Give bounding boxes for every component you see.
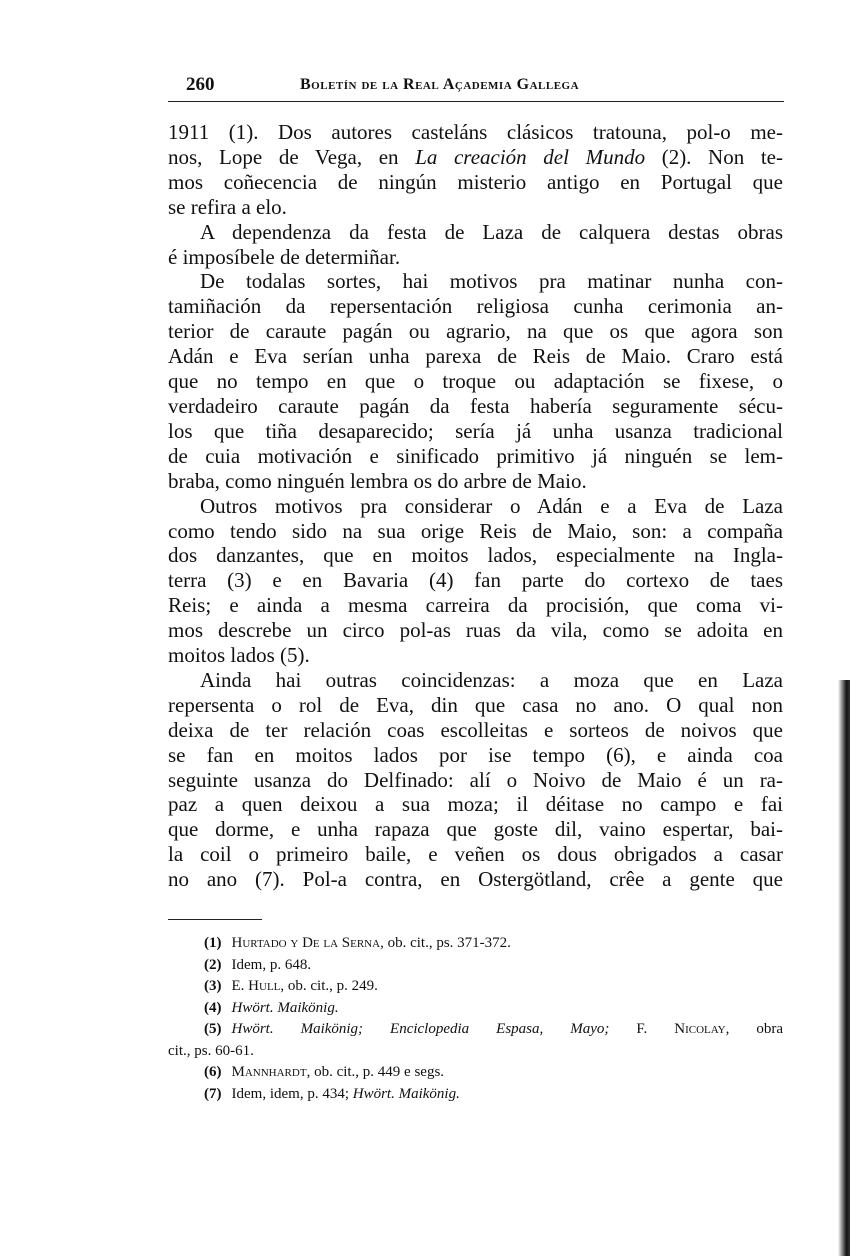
- text-segment: , ob. cit., ps. 371-372.: [380, 935, 511, 951]
- text-segment: Hwört. Maikönig; Enciclopedia Espasa, Mayo;: [231, 1021, 610, 1037]
- text-segment: , obra: [725, 1021, 783, 1037]
- text-line: [168, 195, 783, 220]
- page-number: 260: [186, 74, 215, 95]
- text-segment: , ob. cit., p. 449 e segs.: [306, 1064, 445, 1080]
- text-line: [168, 543, 783, 568]
- footnote-number: (7): [204, 1085, 222, 1102]
- scan-edge-shadow: [838, 680, 850, 1256]
- text-segment: se fan en moitos lados por ise tempo (6), e ainda coa: [168, 742, 783, 767]
- text-segment: Adán e Eva serían unha parexa de Reis de Maio. Craro está: [168, 344, 783, 369]
- text-segment: Ainda hai outras coincidenzas: a moza que en Laza: [200, 667, 783, 692]
- text-line: [168, 145, 783, 170]
- footnote-line: [168, 1019, 783, 1041]
- text-segment: 1911 (1). Dos autores casteláns clásicos tratouna, pol-o me-: [168, 120, 783, 144]
- text-segment: , ob. cit., p. 249.: [280, 978, 378, 994]
- text-line: [168, 643, 783, 668]
- footnote-number: (2): [204, 956, 222, 973]
- text-segment: de cuia motivación e sinificado primitivo já ninguén se lem-: [168, 443, 783, 468]
- text-line: [168, 668, 783, 693]
- footnote-line: [168, 998, 783, 1020]
- text-segment: Idem, idem, p. 434;: [231, 1085, 353, 1102]
- text-segment: F.: [609, 1021, 675, 1037]
- text-line: [168, 245, 783, 270]
- footnote-line: [168, 933, 783, 955]
- footnote-number: (3): [204, 978, 222, 994]
- text-segment: Idem, p. 648.: [231, 956, 312, 973]
- text-line: [168, 294, 783, 319]
- text-line: [168, 792, 783, 817]
- text-line: [168, 693, 783, 718]
- footnote-number: (6): [204, 1064, 222, 1080]
- text-segment: A dependenza da festa de Laza de calquera destas obras: [200, 219, 783, 244]
- text-segment: Hwört. Maikönig.: [231, 999, 339, 1016]
- text-line: [168, 394, 783, 419]
- text-segment: Mannhardt: [231, 1064, 307, 1080]
- text-line: [168, 718, 783, 743]
- text-segment: paz a quen deixou a sua moza; il déitase no campo e fai: [168, 792, 783, 817]
- text-segment: terior de caraute pagán ou agrario, na que os que agora son: [168, 319, 783, 344]
- text-segment: que dorme, e unha rapaza que goste dil, vaino espertar, bai-: [168, 817, 783, 842]
- footnote-line: [168, 1041, 783, 1063]
- text-segment: la coil o primeiro baile, e veñen os dous obrigados a casar: [168, 842, 783, 867]
- text-segment: De todalas sortes, hai motivos pra matinar nunha con-: [200, 269, 783, 294]
- text-line: [168, 743, 783, 768]
- footnote-rule: [168, 919, 262, 920]
- text-line: [168, 519, 783, 544]
- text-segment: como tendo sido na sua orige Reis de Maio, son: a compaña: [168, 518, 783, 543]
- footnote-number: (5): [204, 1021, 222, 1037]
- text-segment: moitos lados (5).: [168, 643, 310, 668]
- text-segment: Hurtado y De la Serna: [231, 935, 381, 951]
- footnote-number: (4): [204, 999, 222, 1016]
- text-segment: cit., ps. 60-61.: [168, 1042, 254, 1059]
- text-line: [168, 369, 783, 394]
- text-line: [168, 344, 783, 369]
- footnote-line: [168, 1084, 783, 1106]
- text-segment: Reis; e ainda a mesma carreira da procisión, que coma vi-: [168, 593, 783, 618]
- text-segment: se refira a elo.: [168, 194, 287, 219]
- text-segment: seguinte usanza do Delfinado: alí o Noivo de Maio é un ra-: [168, 767, 783, 792]
- text-segment: terra (3) e en Bavaria (4) fan parte do cortexo de taes: [168, 568, 783, 593]
- text-segment: Outros motivos pra considerar o Adán e a Eva de Laza: [200, 493, 783, 518]
- footnote-line: [168, 955, 783, 977]
- text-line: [168, 768, 783, 793]
- footnotes: [168, 933, 783, 1105]
- text-segment: La creación del Mundo: [415, 144, 646, 169]
- text-segment: los que tiña desaparecido; sería já unha usanza tradicional: [168, 418, 783, 443]
- text-line: [168, 867, 783, 892]
- text-line: [168, 842, 783, 867]
- text-segment: é imposíbele de determiñar.: [168, 244, 401, 269]
- text-segment: Hull: [248, 978, 281, 994]
- footnote-line: [168, 1062, 783, 1084]
- text-segment: Hwört. Maikönig.: [352, 1085, 460, 1102]
- text-segment: braba, como ninguén lembra os do arbre de Maio.: [168, 468, 587, 493]
- text-segment: no ano (7). Pol-a contra, en Ostergötland, crêe a gente que: [168, 867, 783, 892]
- text-segment: Nicolay: [674, 1021, 726, 1037]
- text-line: [168, 319, 783, 344]
- text-segment: verdadeiro caraute pagán da festa habería seguramente sécu-: [168, 393, 783, 418]
- text-line: [168, 469, 783, 494]
- text-line: [168, 419, 783, 444]
- footnote-line: [168, 976, 783, 998]
- text-segment: deixa de ter relación coas escolleitas e sorteos de noivos que: [168, 717, 783, 742]
- text-line: [168, 170, 783, 195]
- text-line: [168, 120, 783, 145]
- running-header-title: Boletín de la Real Açademia Gallega: [300, 76, 580, 93]
- text-segment: tamiñación da repersentación religiosa cunha cerimonia an-: [168, 294, 783, 319]
- body-text: [168, 120, 783, 892]
- text-line: [168, 444, 783, 469]
- text-segment: repersenta o rol de Eva, din que casa no ano. O qual non: [168, 692, 783, 717]
- text-segment: (2). Non te-: [645, 144, 783, 169]
- text-line: [168, 817, 783, 842]
- text-segment: E.: [231, 978, 249, 994]
- text-line: [168, 269, 783, 294]
- text-line: [168, 494, 783, 519]
- header-rule: [168, 101, 784, 102]
- text-segment: mos descrebe un circo pol-as ruas da vila, como se adoita en: [168, 618, 783, 643]
- text-segment: nos, Lope de Vega, en: [168, 144, 416, 169]
- footnote-number: (1): [204, 935, 222, 951]
- text-line: [168, 593, 783, 618]
- text-segment: que no tempo en que o troque ou adaptación se fixese, o: [168, 369, 783, 394]
- text-line: [168, 220, 783, 245]
- text-segment: mos coñecencia de ningún misterio antigo en Portugal que: [168, 169, 783, 194]
- text-line: [168, 618, 783, 643]
- text-segment: dos danzantes, que en moitos lados, especialmente na Ingla-: [168, 543, 783, 568]
- text-line: [168, 568, 783, 593]
